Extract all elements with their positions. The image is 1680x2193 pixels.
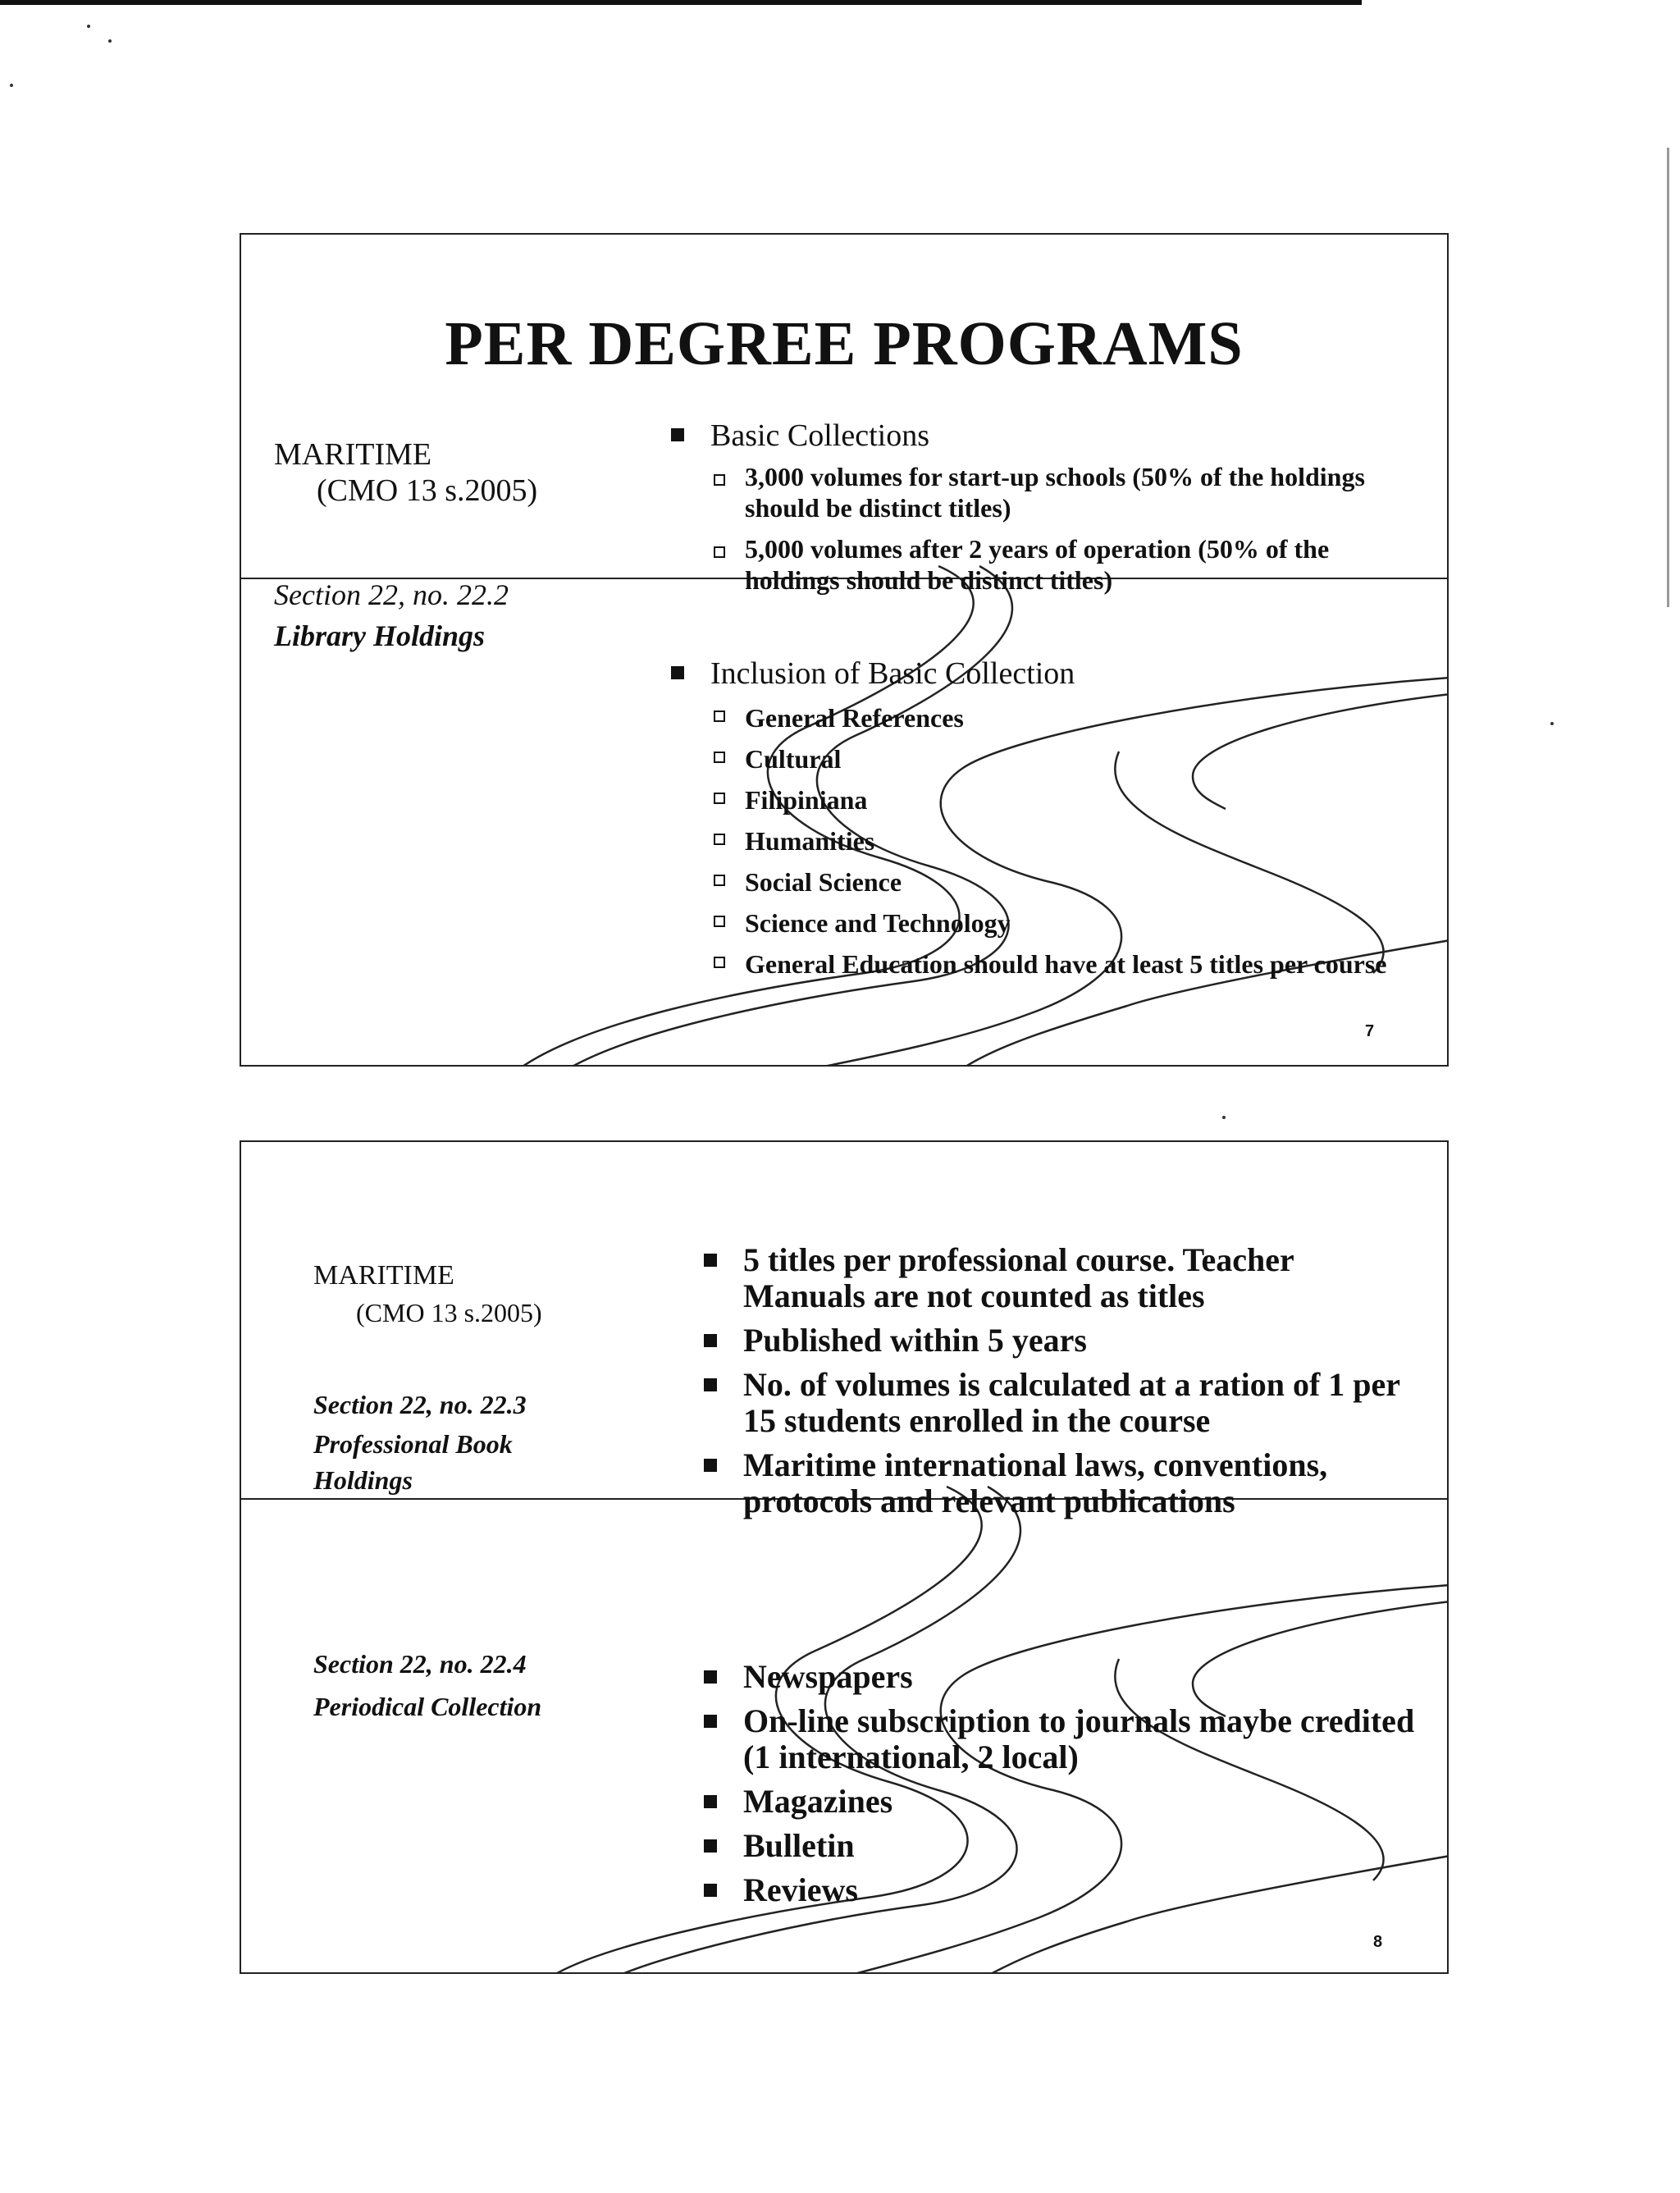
list-item: 5 titles per professional course. Teacher Manuals are not counted as titles (701, 1242, 1422, 1314)
slide-7 (240, 233, 1449, 1067)
section-number: Section 22, no. 22.2 (274, 578, 509, 611)
sub-item: Social Science (710, 861, 1422, 902)
section-title: Periodical Collection (313, 1692, 542, 1721)
list-item: Magazines (701, 1784, 1422, 1820)
bullet-heading: Inclusion of Basic Collection (710, 656, 1075, 691)
page-number: 8 (1373, 1933, 1383, 1951)
sub-item: Cultural (710, 738, 1422, 779)
sub-item: Science and Technology (710, 902, 1422, 943)
section-title: Professional Book Holdings (313, 1429, 513, 1495)
slide-8 (240, 1140, 1449, 1974)
bullet-heading: Basic Collections (710, 418, 930, 453)
program-block (274, 436, 537, 509)
sub-item: 3,000 volumes for start-up schools (50% of the holdings should be distinct titles) (710, 461, 1422, 523)
sub-item: General References (710, 697, 1422, 738)
sub-item: Filipiniana (710, 779, 1422, 820)
section-number: Section 22, no. 22.3 (313, 1390, 527, 1419)
slide-title: PER DEGREE PROGRAMS (445, 309, 1244, 378)
list-item: No. of volumes is calculated at a ration of 1 per 15 students enrolled in the course (701, 1367, 1422, 1439)
list-item: Reviews (701, 1872, 1422, 1908)
list-item: Newspapers (701, 1659, 1422, 1695)
section-a-block (313, 1383, 584, 1498)
list-item: Maritime international laws, conventions, protocols and relevant publications (701, 1447, 1422, 1519)
list-item: On-line subscription to journals maybe credited (1 international, 2 local) (701, 1703, 1422, 1775)
section-title: Library Holdings (274, 619, 486, 652)
scan-speck (108, 39, 112, 43)
cmo-reference: (CMO 13 s.2005) (317, 473, 538, 508)
sub-item: Humanities (710, 820, 1422, 861)
section-number: Section 22, no. 22.4 (313, 1649, 527, 1679)
scan-speck (1550, 722, 1554, 725)
list-item: Bulletin (701, 1828, 1422, 1864)
basic-collections-block (668, 415, 1422, 596)
scan-top-edge (0, 0, 1362, 5)
professional-holdings-list (701, 1242, 1422, 1528)
bullet-inclusion (668, 653, 1422, 980)
scan-speck (10, 84, 13, 87)
bullet-basic-collections (668, 415, 1422, 596)
list-item: Published within 5 years (701, 1323, 1422, 1359)
scan-edge-mark (1667, 148, 1669, 607)
section-b-block (313, 1642, 541, 1728)
periodical-list (701, 1659, 1422, 1917)
program-name: MARITIME (313, 1260, 454, 1291)
program-name: MARITIME (274, 437, 432, 472)
program-block (313, 1260, 542, 1328)
page-number: 7 (1365, 1022, 1375, 1040)
scan-speck (1222, 1116, 1226, 1119)
inclusion-block (668, 653, 1422, 980)
scan-speck (87, 25, 90, 28)
section-block (274, 574, 509, 656)
sub-item: 5,000 volumes after 2 years of operation (50% of the holdings should be distinct titles) (710, 533, 1422, 596)
sub-item: General Education should have at least 5 titles per course (710, 943, 1422, 980)
cmo-reference: (CMO 13 s.2005) (356, 1298, 542, 1327)
